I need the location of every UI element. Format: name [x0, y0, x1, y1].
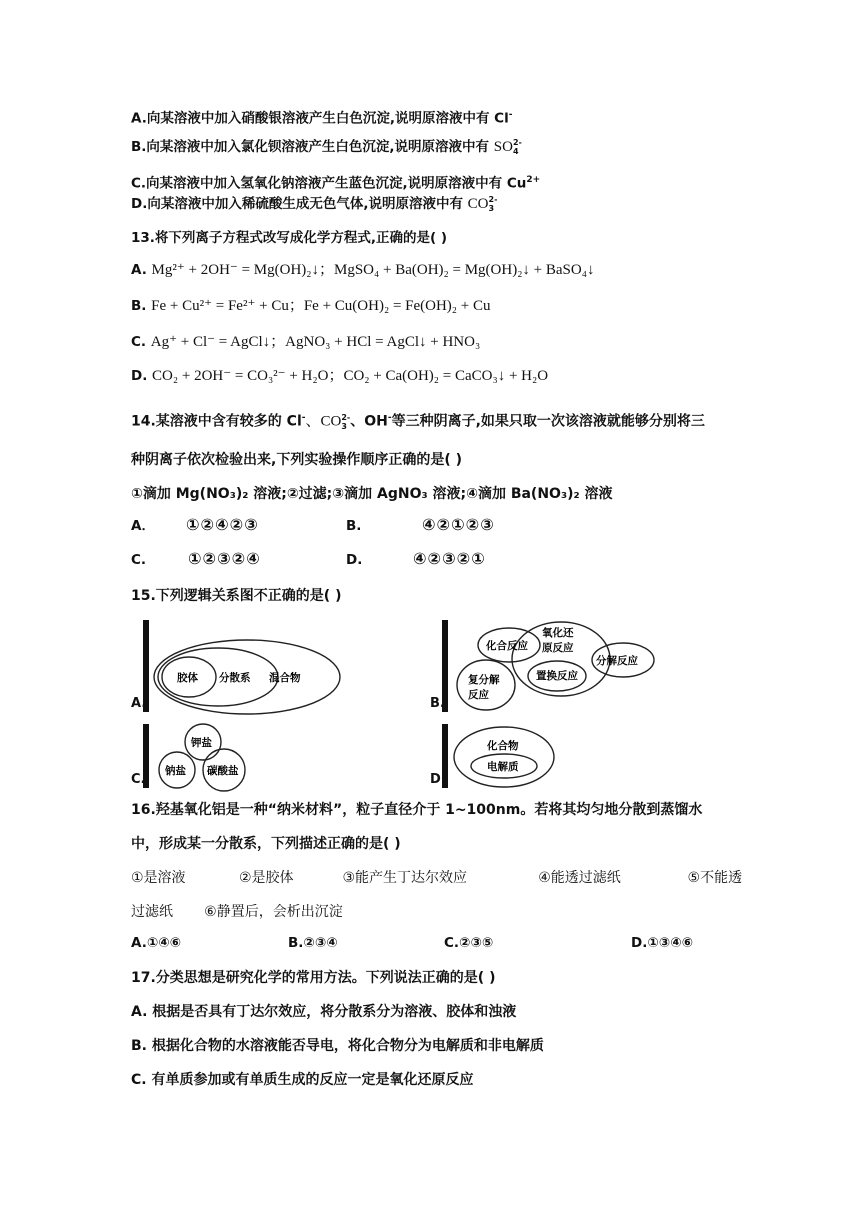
q14-option-d — [346, 550, 362, 570]
ion: SO — [493, 139, 513, 155]
q14-option-b-value: ④②①②③ — [422, 515, 495, 534]
diagram-d-label: D. — [430, 772, 446, 787]
ion-sup-sub — [513, 138, 522, 156]
q17-option-b: B. 根据化合物的水溶液能否导电，将化合物分为电解质和非电解质 — [131, 1038, 544, 1054]
stem-part: 等三种阴离子,如果只取一次该溶液就能够分别将三 — [391, 413, 705, 430]
diagram-b-reaction-sets — [450, 619, 670, 719]
q16-option-b: B.②③④ — [288, 935, 338, 951]
option-label: D. — [131, 368, 148, 384]
q12-option-d — [131, 194, 497, 214]
diagram-a-mid-text: 分散系 — [219, 672, 251, 684]
diagram-a-outer-text: 混合物 — [269, 672, 301, 684]
ion: CO — [467, 196, 489, 212]
q13-stem: 13.将下列离子方程式改写成化学方程式,正确的是( ) — [131, 230, 448, 246]
diagram-d-compound-sets — [450, 723, 560, 793]
option-label: B. — [131, 298, 147, 314]
q16-items-line1: ①是溶液 ②是胶体 ③能产生丁达尔效应 ④能透过滤纸 ⑤不能透 — [131, 870, 743, 886]
q13-option-a — [131, 260, 594, 280]
option-text: B.向某溶液中加入氯化钡溶液产生白色沉淀,说明原溶液中有 — [131, 139, 494, 155]
diagram-d-inner-text: 电解质 — [487, 761, 519, 773]
option-text: D.向某溶液中加入稀硫酸生成无色气体,说明原溶液中有 — [131, 196, 468, 212]
ion-charge: 2- — [512, 138, 522, 147]
diagram-b-decomposition-text: 分解反应 — [596, 655, 638, 667]
ion-charge: - — [508, 110, 513, 120]
option-label: C. — [131, 552, 147, 568]
stem-part: 、OH — [350, 413, 388, 430]
ion-sup-sub — [489, 195, 498, 213]
q12-option-b — [131, 137, 522, 157]
equation: Mg²⁺ + 2OH⁻ = Mg(OH)₂↓；MgSO₄ + Ba(OH)₂ = Mg(OH)₂↓ + BaSO₄↓ — [151, 262, 595, 278]
diagram-b-label: B. — [430, 696, 445, 711]
diagram-b-metathesis-text-2: 反应 — [468, 689, 489, 701]
diagram-a-mid-ellipse — [158, 648, 278, 706]
diagram-c-salt-sets — [152, 723, 262, 793]
diagram-c-carbonate-text: 碳酸盐 — [207, 765, 239, 777]
q16-stem-line1: 16.羟基氧化铝是一种“纳米材料”，粒子直径介于 1~100nm。若将其均匀地分散到蒸馏水 — [131, 802, 703, 818]
diagram-c-label: C. — [131, 772, 146, 787]
q12-option-a — [131, 105, 512, 129]
option-label: C. — [131, 334, 147, 350]
q13-option-d — [131, 366, 548, 386]
option-text: C.向某溶液中加入氢氧化钠溶液产生蓝色沉淀,说明原溶液中有 — [131, 175, 507, 192]
diagram-a-nested-sets — [150, 626, 350, 716]
q14-steps: ①滴加 Mg(NO₃)₂ 溶液;②过滤;③滴加 AgNO₃ 溶液;④滴加 Ba(NO₃)₂ 溶液 — [131, 486, 613, 502]
q16-option-a: A.①④⑥ — [131, 935, 182, 951]
stem-part: 、CO — [305, 413, 342, 430]
equation: CO₂ + 2OH⁻ = CO₃²⁻ + H₂O；CO₂ + Ca(OH)₂ = CaCO₃↓ + H₂O — [152, 368, 549, 384]
diagram-d-outer-text: 化合物 — [487, 740, 519, 752]
ion-charge: - — [301, 413, 306, 423]
diagram-c-potassium-text: 钾盐 — [191, 737, 212, 749]
q14-stem-line1 — [131, 408, 705, 432]
option-label: A． — [131, 518, 155, 534]
q16-items-line2: 过滤纸 ⑥静置后，会析出沉淀 — [131, 904, 343, 920]
ion: Cu — [506, 175, 527, 192]
ion-charge: 2- — [341, 412, 351, 422]
q16-option-c: C.②③⑤ — [444, 935, 494, 951]
ion-charge: - — [387, 413, 392, 423]
diagram-b-metathesis-text-1: 复分解 — [468, 674, 500, 686]
q16-option-d: D.①③④⑥ — [631, 935, 694, 951]
q17-option-a: A. 根据是否具有丁达尔效应，将分散系分为溶液、胶体和浊液 — [131, 1004, 517, 1020]
diagram-a-inner-text: 胶体 — [177, 672, 198, 684]
q13-option-c — [131, 332, 480, 352]
option-label: B. — [346, 518, 362, 534]
diagram-b-displacement-text: 置换反应 — [536, 670, 578, 682]
q16-stem-line2: 中，形成某一分散系，下列描述正确的是( ) — [131, 836, 401, 852]
ion-subscript: 3 — [341, 421, 347, 431]
ion-charge: 2- — [488, 195, 498, 204]
q14-stem-line2: 种阴离子依次检验出来,下列实验操作顺序正确的是( ) — [131, 452, 462, 468]
ion-charge: 2+ — [526, 175, 541, 185]
diagram-b-combination-text: 化合反应 — [486, 640, 528, 652]
diagram-c-sodium-text: 钠盐 — [165, 765, 186, 777]
equation: Ag⁺ + Cl⁻ = AgCl↓；AgNO₃ + HCl = AgCl↓ + HNO₃ — [150, 334, 481, 350]
q13-option-b — [131, 296, 491, 316]
stem-part: 14.某溶液中含有较多的 Cl — [131, 413, 302, 430]
ion-subscript: 4 — [512, 147, 519, 156]
diagram-b-redox-text-1: 氧化还 — [542, 627, 574, 639]
q12-option-c — [131, 170, 540, 194]
q17-option-c: C. 有单质参加或有单质生成的反应一定是氧化还原反应 — [131, 1072, 474, 1088]
equation: Fe + Cu²⁺ = Fe²⁺ + Cu；Fe + Cu(OH)₂ = Fe(OH)₂ + Cu — [151, 298, 491, 314]
option-label: D. — [346, 552, 363, 568]
q14-option-c-value: ①②③②④ — [188, 549, 261, 568]
q14-option-d-value: ④②③②① — [413, 549, 486, 568]
q14-option-c — [131, 550, 146, 570]
ion-subscript: 3 — [488, 204, 495, 213]
ion-sup-sub — [341, 413, 350, 431]
diagram-b-redox-text-2: 原反应 — [542, 642, 574, 654]
q17-stem: 17.分类思想是研究化学的常用方法。下列说法正确的是( ) — [131, 970, 496, 986]
q14-option-b — [346, 516, 361, 536]
diagram-a-label: A. — [131, 696, 147, 711]
option-text: A.向某溶液中加入硝酸银溶液产生白色沉淀,说明原溶液中有 — [131, 110, 495, 127]
q14-option-a — [131, 516, 155, 536]
q14-option-a-value: ①②④②③ — [186, 515, 259, 534]
option-label: A. — [131, 262, 147, 278]
q15-stem: 15.下列逻辑关系图不正确的是( ) — [131, 588, 342, 604]
ion: Cl — [494, 110, 509, 127]
